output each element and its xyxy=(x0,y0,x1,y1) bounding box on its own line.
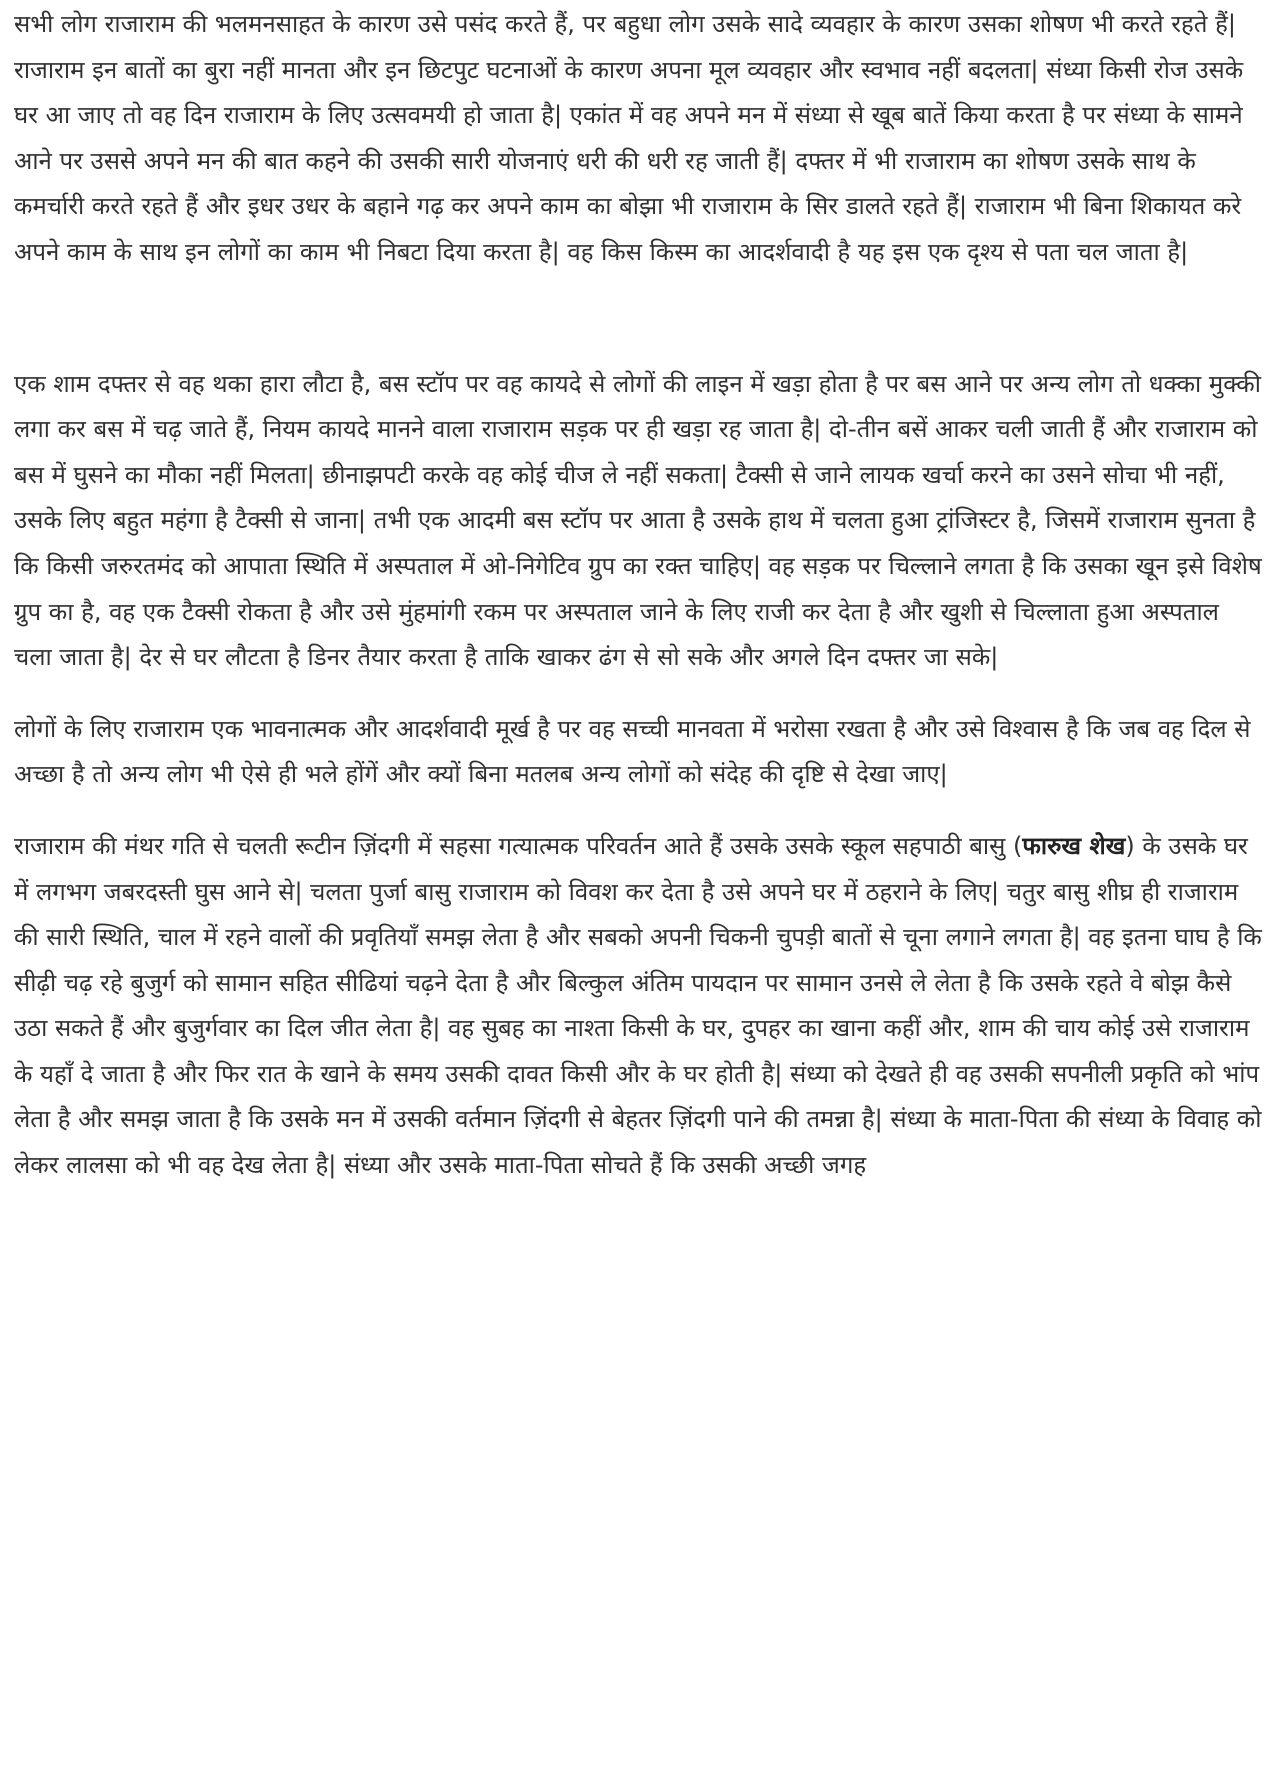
paragraph-basu-text-before: राजाराम की मंथर गति से चलती रूटीन ज़िंदगी में सहसा गत्यात्मक परिवर्तन आते हैं उसके उसके स्कूल सहपाठी बासु ( xyxy=(14,831,1023,860)
paragraph-basu-arrival xyxy=(14,824,1263,1189)
paragraph-idealism: लोगों के लिए राजाराम एक भावनात्मक और आदर्शवादी मूर्ख है पर वह सच्ची मानवता में भरोसा रखता है और उसे विश्वास है कि जब वह दिल से अच्छा है तो अन्य लोग भी ऐसे ही भले होंगें और क्यों बिना मतलब अन्य लोगों को संदेह की दृष्टि से देखा जाए| xyxy=(14,714,1251,789)
article-body xyxy=(14,2,1263,1189)
paragraph-basu-text-after: ) के उसके घर में लगभग जबरदस्ती घुस आने से| चलता पुर्जा बासु राजाराम को विवश कर देता है उसे अपने घर में ठहराने के लिए| चतुर बासु शीघ्र ही राजाराम की सारी स्थिति, चाल में रहने वालों की प्रवृतियाँ समझ लेता है और सबको अपनी चिकनी चुपड़ी बातों से चूना लगाने लगता है| वह इतना घाघ है कि सीढ़ी चढ़ रहे बुजुर्ग को सामान सहित सीढियां चढ़ने देता है और बिल्कुल अंतिम पायदान पर सामान उनसे ले लेता है कि उसके रहते वे बोझ कैसे उठा सकते हैं और बुजुर्गवार का दिल जीत लेता है| वह सुबह का नाश्ता किसी के घर, दुपहर का खाना कहीं और, शाम की चाय कोई उसे राजाराम के यहाँ दे जाता है और फिर रात के खाने के समय उसकी दावत किसी और के घर होती है| संध्या को देखते ही वह उसकी सपनीली प्रकृति को भांप लेता है और समझ जाता है कि उसके मन में उसकी वर्तमान ज़िंदगी से बेहतर ज़िंदगी पाने की तमन्ना है| संध्या के माता-पिता की संध्या के विवाह को लेकर लालसा को भी वह देख लेता है| संध्या और उसके माता-पिता सोचते हैं कि उसकी अच्छी जगह xyxy=(14,831,1262,1180)
actor-name-bold: फारुख शेख xyxy=(1022,831,1126,860)
paragraph-bus-stop-scene: एक शाम दफ्तर से वह थका हारा लौटा है, बस स्टॉप पर वह कायदे से लोगों की लाइन में खड़ा होता है पर बस आने पर अन्य लोग तो धक्का मुक्की लगा कर बस में चढ़ जाते हैं, नियम कायदे मानने वाला राजाराम सड़क पर ही खड़ा रह जाता है| दो-तीन बसें आकर चली जाती हैं और राजाराम को बस में घुसने का मौका नहीं मिलता| छीनाझपटी करके वह कोई चीज ले नहीं सकता| टैक्सी से जाने लायक खर्चा करने का उसने सोचा भी नहीं, उसके लिए बहुत महंगा है टैक्सी से जाना| तभी एक आदमी बस स्टॉप पर आता है उसके हाथ में चलता हुआ ट्रांजिस्टर है, जिसमें राजाराम सुनता है कि किसी जरुरतमंद को आपाता स्थिति में अस्पताल में ओ-निगेटिव ग्रुप का रक्त चाहिए| वह सड़क पर चिल्लाने लगता है कि उसका खून इसे विशेष ग्रुप का है, वह एक टैक्सी रोकता है और उसे मुंहमांगी रकम पर अस्पताल जाने के लिए राजी कर देता है और खुशी से चिल्लाता हुआ अस्पताल चला जाता है| देर से घर लौटता है डिनर तैयार करता है ताकि खाकर ढंग से सो सके और अगले दिन दफ्तर जा सके| xyxy=(14,369,1262,672)
paragraph-rajaram-nature: सभी लोग राजाराम की भलमनसाहत के कारण उसे पसंद करते हैं, पर बहुधा लोग उसके सादे व्यवहार के कारण उसका शोषण भी करते रहते हैं| राजाराम इन बातों का बुरा नहीं मानता और इन छिटपुट घटनाओं के कारण अपना मूल व्यवहार और स्वभाव नहीं बदलता| संध्या किसी रोज उसके घर आ जाए तो वह दिन राजाराम के लिए उत्सवमयी हो जाता है| एकांत में वह अपने मन में संध्या से खूब बातें किया करता है पर संध्या के सामने आने पर उससे अपने मन की बात कहने की उसकी सारी योजनाएं धरी की धरी रह जाती हैं| दफ्तर में भी राजाराम का शोषण उसके साथ के कमर्चारी करते रहते हैं और इधर उधर के बहाने गढ़ कर अपने काम का बोझा भी राजाराम के सिर डालते रहते हैं| राजाराम भी बिना शिकायत करे अपने काम के साथ इन लोगों का काम भी निबटा दिया करता है| वह किस किस्म का आदर्शवादी है यह इस एक दृश्य से पता चल जाता है| xyxy=(14,10,1244,266)
